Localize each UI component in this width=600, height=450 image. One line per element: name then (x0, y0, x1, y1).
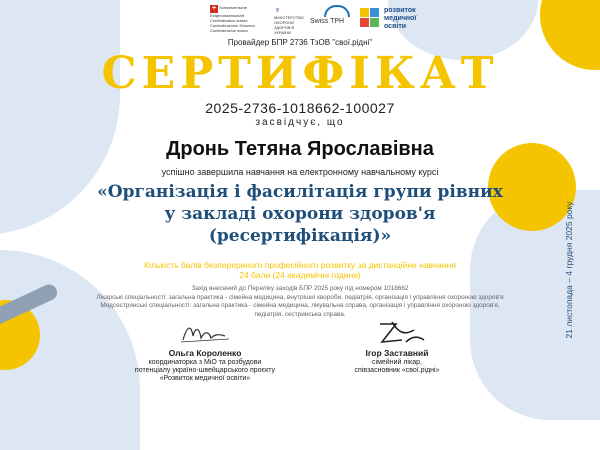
signature-image-right (322, 318, 472, 348)
signatory-left (130, 318, 280, 383)
stph-logo-text: Swiss TPH (310, 18, 345, 25)
cpd-points (0, 260, 600, 280)
listing-line: педіатрія, сестринська справа. (254, 310, 346, 318)
listing-line: Захід внесений до Переліку заходів БПР 2025 року під номером 1018662 (191, 285, 409, 292)
colored-tiles-icon (360, 8, 380, 28)
arc-icon (324, 5, 350, 17)
rozvytok-medychnoi-osvity-logo (360, 5, 440, 37)
signatory-role-line: потенціалу україно-швейцарського проєкту (134, 367, 276, 374)
listing-info (0, 285, 600, 319)
recipient-name: Дронь Тетяна Ярославівна (166, 138, 434, 160)
signatory-name: Ігор Заставний (365, 348, 429, 358)
swiss-cooperation-logo (210, 5, 270, 37)
trident-icon: ♆ (274, 5, 281, 15)
course-title (0, 181, 600, 247)
course-title-line: у закладі охорони здоров'я (164, 204, 436, 224)
signatory-role-line: координаторка з МіО та розбудови (148, 359, 262, 366)
signatory-right (322, 318, 472, 375)
completion-text: успішно завершила навчання на електронному навчальному курсі (161, 167, 439, 177)
course-title-line: (ресертифікація)» (208, 226, 392, 246)
signatory-name: Ольга Короленко (168, 348, 242, 358)
listing-line: Лікарські спеціальності: загальна практика - сімейна медицина, внутрішні хвороби, педіатрія, організація і управління охороною здоров'я (96, 293, 504, 301)
course-title-line: «Організація і фасилітація групи рівних (97, 182, 503, 202)
ministry-of-health-logo (274, 5, 306, 37)
signatory-role-line: «Розвиток медичної освіти» (159, 375, 251, 382)
cpd-points-line: Кількість балів безперервного професійного розвитку за дистанційне навчання (144, 260, 456, 270)
provider-line: Провайдер БПР 2736 ТзОВ "свої.рідні" (227, 38, 373, 47)
certifies-text: засвідчує, що (255, 117, 345, 128)
cpd-points-line: 24 бали (24 академічні години) (239, 270, 361, 280)
swiss-tph-logo (310, 5, 354, 37)
certificate-title: СЕРТИФІКАТ (101, 48, 499, 99)
date-range-text: 21 листопада – 4 грудня 2025 року (564, 201, 574, 339)
partner-logos (210, 5, 440, 41)
signatory-role-line: сімейний лікар, (372, 359, 422, 366)
swiss-cross-icon: + (211, 5, 217, 12)
certificate-number: 2025-2736-1018662-100027 (205, 100, 395, 116)
date-range-vertical (562, 194, 576, 346)
signature-image-left (130, 318, 280, 348)
rmo-logo-text: розвиток медичної освіти (384, 7, 417, 30)
moh-logo-text: МІНІСТЕРСТВО ОХОРОНИ ЗДОРОВ'Я УКРАЇНИ (274, 15, 304, 35)
swiss-logo-text: Schweizerische Eidgenossenschaft Confédération suisse Confederazione Svizzera Confederaziun svizra (210, 5, 255, 33)
listing-line: Медсестринські спеціальності: загальна практика - сімейна медицина, лікувальна справа, організація і управління охороною здоров'я, (100, 302, 500, 309)
signatory-role-line: співзасновник «свої.рідні» (354, 367, 440, 374)
